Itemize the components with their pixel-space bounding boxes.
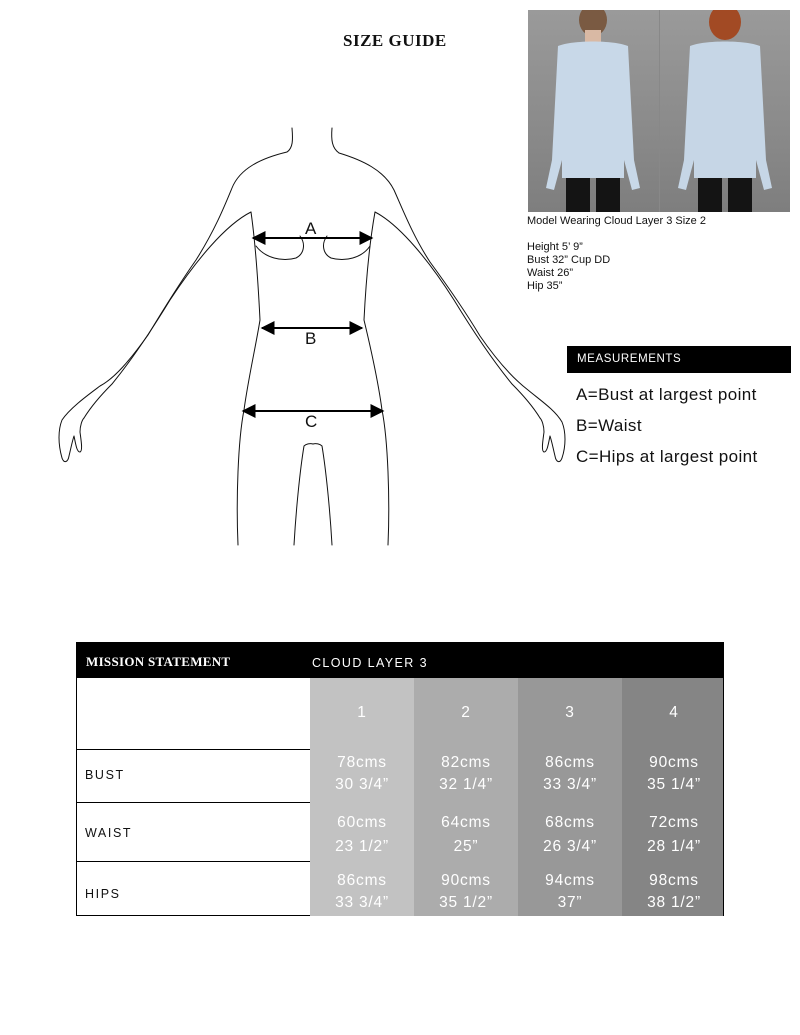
neck-right-line	[332, 128, 339, 153]
waist-inches: 26 3/4”	[543, 838, 597, 855]
bust-inches: 35 1/4”	[647, 776, 701, 793]
bust-inches: 33 3/4”	[543, 776, 597, 793]
size-table	[76, 642, 724, 916]
waist-inches: 25”	[453, 838, 479, 855]
torso-left-line	[237, 212, 260, 545]
bust-label: A	[305, 219, 317, 238]
torso-right-line	[364, 212, 389, 545]
model-photos	[528, 10, 790, 212]
bust-right-cup	[324, 236, 370, 260]
size-header: 2	[461, 704, 471, 721]
measurements-list	[576, 379, 758, 472]
row-label-waist: WAIST	[85, 826, 133, 840]
model-caption-title: Model Wearing Cloud Layer 3 Size 2	[527, 215, 706, 227]
model-stat-height: Height 5’ 9”	[527, 241, 583, 253]
bust-cms: 90cms	[649, 754, 699, 771]
waist-inches: 28 1/4”	[647, 838, 701, 855]
bust-cms: 86cms	[545, 754, 595, 771]
model-stat-hip: Hip 35”	[527, 280, 563, 292]
hips-inches: 38 1/2”	[647, 894, 701, 911]
row-divider	[77, 802, 310, 803]
row-label-hips: HIPS	[85, 887, 121, 901]
size-table-header	[77, 643, 723, 678]
hips-label: C	[305, 412, 318, 431]
bust-cms: 78cms	[337, 754, 387, 771]
size-column-1	[310, 678, 414, 916]
model-stat-bust: Bust 32” Cup DD	[527, 254, 611, 266]
right-hand-line	[540, 418, 562, 462]
size-header: 1	[357, 704, 367, 721]
hips-inches: 33 3/4”	[335, 894, 389, 911]
model-caption	[527, 215, 706, 293]
leg-left-inner-line	[294, 444, 313, 545]
waist-cms: 64cms	[441, 814, 491, 831]
hips-cms: 86cms	[337, 872, 387, 889]
model-stat-waist: Waist 26”	[527, 267, 574, 279]
hips-inches: 37”	[557, 894, 583, 911]
bust-cms: 82cms	[441, 754, 491, 771]
leg-right-inner-line	[313, 444, 332, 545]
size-header: 3	[565, 704, 575, 721]
left-hand-line	[62, 418, 84, 462]
waist-cms: 68cms	[545, 814, 595, 831]
size-column-3	[518, 678, 622, 916]
hips-cms: 94cms	[545, 872, 595, 889]
measurements-header: MEASUREMENTS	[567, 346, 791, 373]
hips-cms: 90cms	[441, 872, 491, 889]
bust-inches: 32 1/4”	[439, 776, 493, 793]
measurement-bust: A=Bust at largest point	[576, 385, 757, 404]
waist-cms: 60cms	[337, 814, 387, 831]
hips-cms: 98cms	[649, 872, 699, 889]
waist-label: B	[305, 329, 317, 348]
row-divider	[77, 749, 310, 750]
size-column-4	[622, 678, 723, 916]
product-name: CLOUD LAYER 3	[312, 656, 428, 670]
bust-inches: 30 3/4”	[335, 776, 389, 793]
size-header: 4	[669, 704, 679, 721]
row-label-bust: BUST	[85, 768, 125, 782]
measurement-hips: C=Hips at largest point	[576, 447, 758, 466]
section-title: MISSION STATEMENT	[86, 654, 231, 669]
bust-left-cup	[256, 236, 303, 260]
left-arm-inner-line	[84, 212, 251, 418]
waist-cms: 72cms	[649, 814, 699, 831]
size-column-2	[414, 678, 518, 916]
neck-left-line	[287, 128, 292, 152]
right-arm-inner-line	[375, 212, 540, 418]
waist-inches: 23 1/2”	[335, 838, 389, 855]
model-photo-back	[660, 10, 791, 212]
page-title: SIZE GUIDE	[343, 31, 447, 50]
row-divider	[77, 861, 310, 862]
left-arm-outer-line	[59, 152, 287, 458]
measurement-waist: B=Waist	[576, 416, 642, 435]
model-photo-front	[528, 10, 659, 212]
hips-inches: 35 1/2”	[439, 894, 493, 911]
